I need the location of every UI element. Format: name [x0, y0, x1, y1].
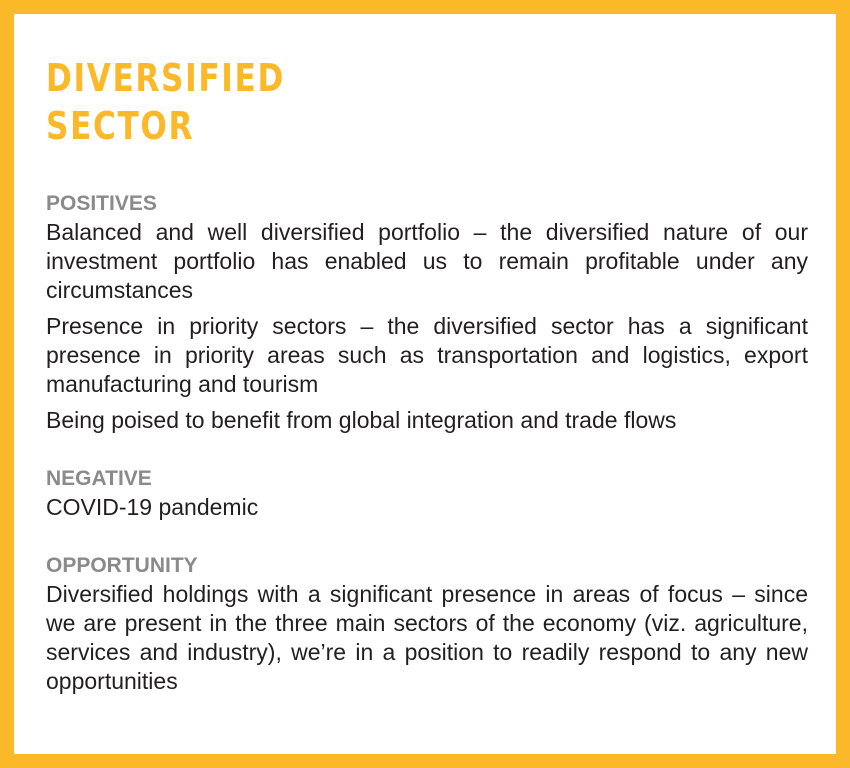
opportunity-section [46, 552, 808, 696]
positives-section [46, 190, 808, 435]
negative-heading: NEGATIVE [46, 467, 152, 490]
opportunity-item-1: Diversified holdings with a significant presence in areas of focus – since we are present in the three main sectors of the economy (viz. agriculture, services and industry), we’re in a position to readily respond to any new opportunities [46, 581, 808, 694]
content-body [46, 190, 808, 696]
negative-item-1: COVID-19 pandemic [46, 494, 259, 520]
opportunity-heading: OPPORTUNITY [46, 554, 198, 577]
negative-section [46, 465, 808, 522]
positive-item-1: Balanced and well diversified portfolio – the diversified nature of our investment portfolio has enabled us to remain profitable under any circumstances [46, 219, 808, 303]
title-line-1: DIVERSIFIED [46, 56, 285, 100]
page-title [46, 54, 285, 150]
positive-item-3: Being poised to benefit from global integration and trade flows [46, 407, 677, 433]
positive-item-2: Presence in priority sectors – the diversified sector has a significant presence in priority areas such as transportation and logistics, export manufacturing and tourism [46, 313, 808, 397]
positives-heading: POSITIVES [46, 192, 157, 215]
title-line-2: SECTOR [46, 104, 195, 148]
